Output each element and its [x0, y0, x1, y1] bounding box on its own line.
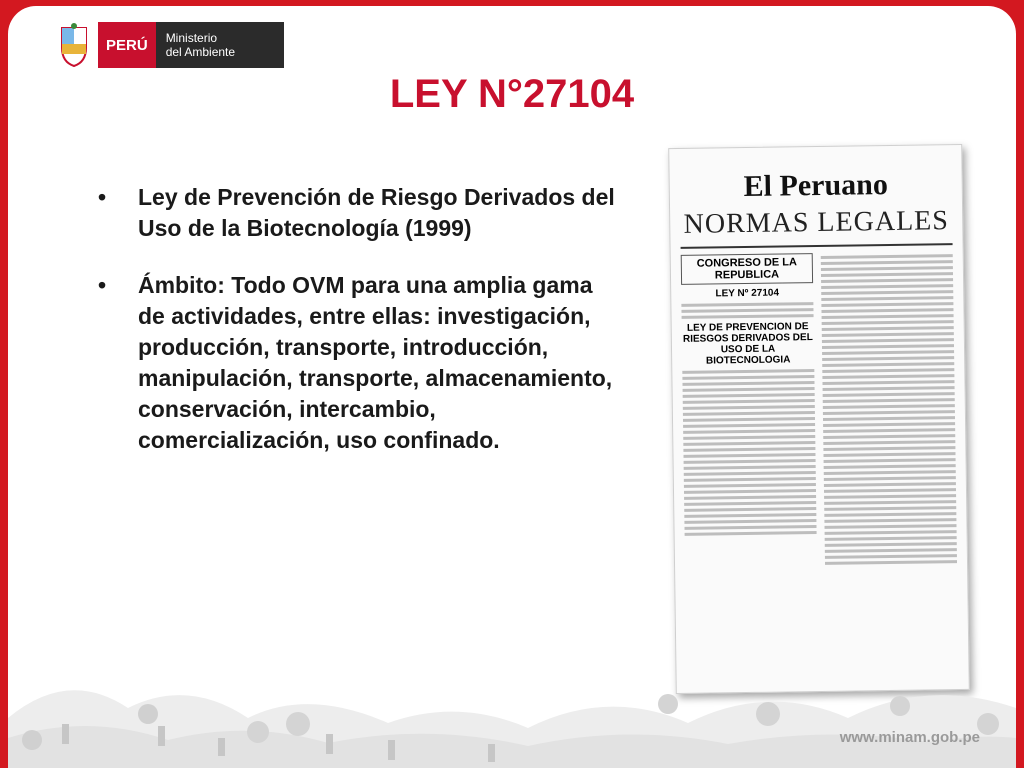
ministry-name	[156, 22, 284, 68]
congress-box: CONGRESO DE LA REPUBLICA	[681, 253, 813, 285]
bullet-text: Ámbito: Todo OVM para una amplia gama de actividades, entre ellas: investigación, producción, transporte, introducción, manipulación, transporte, almacenamiento, conservación, intercambio, comercialización, uso confinado.	[138, 272, 613, 453]
bullet-text: Ley de Prevención de Riesgo Derivados del Uso de la Biotecnología (1999)	[138, 184, 615, 241]
right-column	[821, 251, 957, 568]
section-title: NORMAS LEGALES	[683, 205, 950, 240]
ministry-line-2: del Ambiente	[165, 45, 236, 59]
newspaper-image	[668, 144, 970, 694]
left-column	[681, 253, 817, 570]
bullet-icon: •	[98, 272, 107, 298]
website-url: www.minam.gob.pe	[839, 729, 980, 746]
ministry-logo	[54, 22, 284, 68]
slide-title: LEY N°27104	[389, 72, 635, 116]
divider	[681, 243, 953, 249]
slide	[8, 6, 1016, 768]
coat-of-arms-icon	[54, 22, 94, 68]
law-number: LEY Nº 27104	[715, 287, 780, 300]
ministry-line-1: Ministerio	[165, 31, 218, 45]
country-label: PERÚ	[98, 22, 156, 68]
landscape-decoration	[8, 628, 1016, 768]
bullet-item	[98, 270, 618, 456]
bullet-item	[98, 182, 618, 244]
bullet-list	[98, 182, 618, 482]
law-title: LEY DE PREVENCION DE RIESGOS DERIVADOS DEL USO DE LA BIOTECNOLOGIA	[682, 321, 813, 367]
bullet-icon: •	[98, 184, 107, 210]
masthead: El Peruano	[743, 168, 889, 204]
